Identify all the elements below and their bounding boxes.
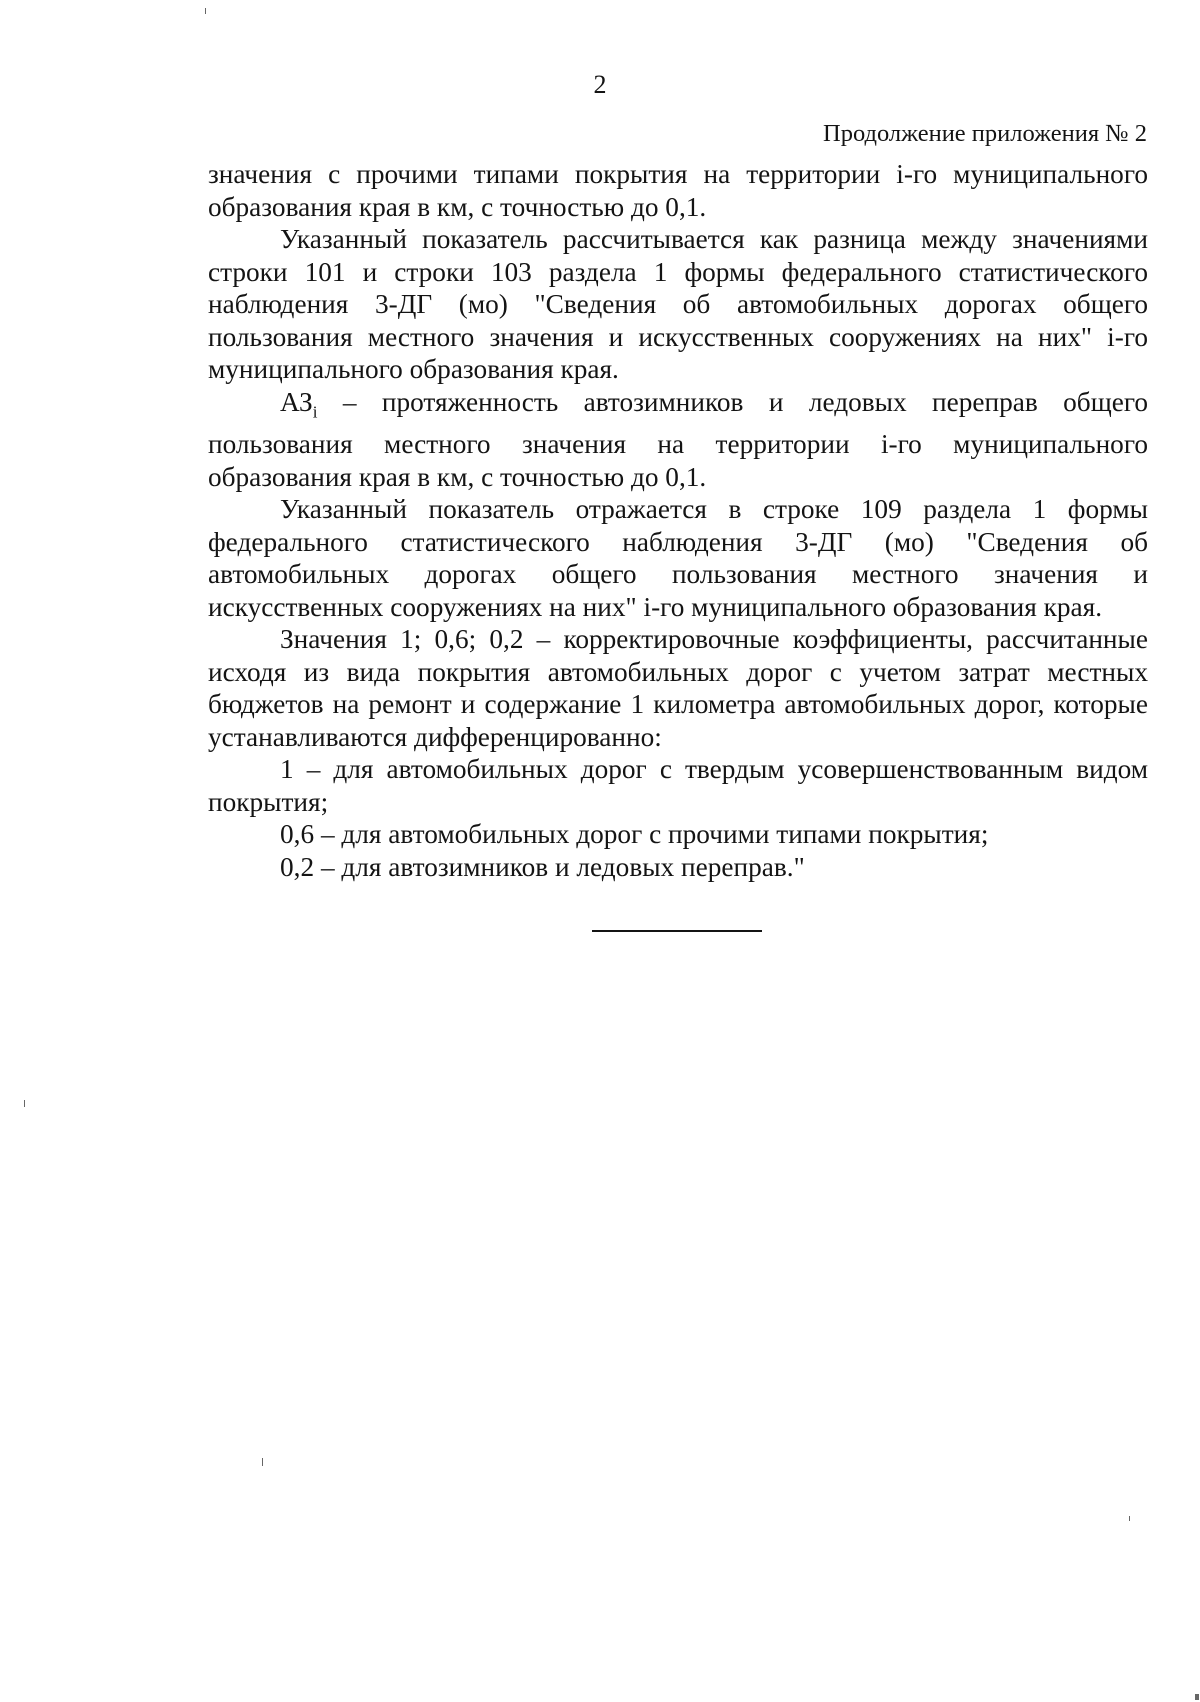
az-symbol: АЗ [280,386,313,417]
paragraph-az-definition [208,386,1148,494]
scan-speck [24,1100,25,1107]
paragraph-indicator-source: Указанный показатель отражается в строке 109 раздела 1 формы федерального статистического наблюдения 3-ДГ (мо) "Сведения об автомобильных дорогах общего пользования местного значения и искусственных сооружениях на них" i-го муниципального образования края. [208,494,1148,622]
paragraph-continued-definition: значения с прочими типами покрытия на территории i-го муниципального образования края в км, с точностью до 0,1. [208,159,1148,222]
scan-speck [1195,1694,1199,1700]
scan-speck [262,1458,263,1466]
paragraph-coefficients: Значения 1; 0,6; 0,2 – корректировочные коэффициенты, рассчитанные исходя из вида покрытия автомобильных дорог с учетом затрат местных бюджетов на ремонт и содержание 1 километра автомобильных дорог, которые устанавливаются дифференцированно: [208,624,1148,752]
scan-speck [1129,1516,1130,1521]
appendix-continuation-note: Продолжение приложения № 2 [823,120,1147,147]
document-body [208,158,1148,883]
list-item-coefficient-1: 1 – для автомобильных дорог с твердым усовершенствованным видом покрытия; [208,754,1148,817]
list-item-coefficient-0-2: 0,2 – для автозимников и ледовых переправ." [280,851,805,882]
az-subscript: i [312,401,318,421]
paragraph-indicator-calculation: Указанный показатель рассчитывается как разница между значениями строки 101 и строки 103 раздела 1 формы федерального статистического наблюдения 3-ДГ (мо) "Сведения об автомобильных дорогах общего пользования местного значения и искусственных сооружениях на них" i-го муниципального образования края. [208,224,1148,384]
list-item-coefficient-0-6: 0,6 – для автомобильных дорог с прочими типами покрытия; [280,819,989,850]
az-definition-text: – протяженность автозимников и ледовых переправ общего пользования местного значения на территории i-го муниципального образования края в км, с точностью до 0,1. [208,386,1148,492]
closing-divider-line [592,930,762,932]
scan-speck [205,8,206,14]
page-number: 2 [593,70,607,99]
